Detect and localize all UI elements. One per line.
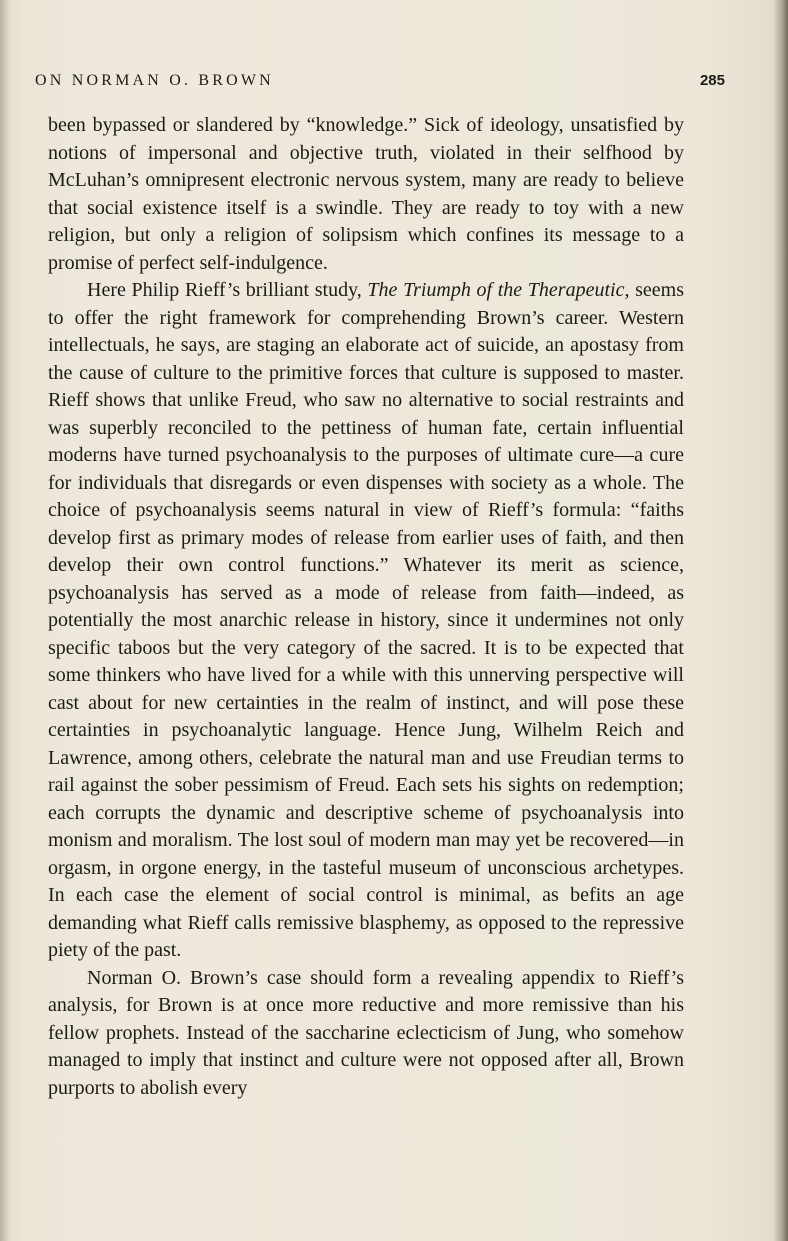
- paragraph-3-text: Norman O. Brown’s case should form a revealing appendix to Rieff’s analysis, for Brown is at once more reductive and more remissive than his fellow prophets. Instead of the saccharine eclecticism of Jung, who somehow managed to imply that instinct and culture were not opposed after all, Brown purports to abolish every: [48, 966, 684, 1099]
- body-text: [48, 112, 684, 1102]
- gutter-shadow: [0, 0, 10, 1241]
- page-header: [35, 72, 725, 96]
- book-title-italic: The Triumph of the Therapeutic: [367, 279, 625, 301]
- running-head: ON NORMAN O. BROWN: [35, 72, 274, 89]
- paragraph-1-text: been bypassed or slandered by “knowledge.” Sick of ideology, unsatisfied by notions of impersonal and objective truth, violated in their selfhood by McLuhan’s omnipresent electronic nervous system, many are ready to believe that social existence itself is a swindle. They are ready to toy with a new religion, but only a religion of solipsism which confines its message to a promise of perfect self-indulgence.: [48, 114, 684, 274]
- paragraph-2-text-start: Here Philip Rieff’s brilliant study,: [87, 279, 368, 301]
- paragraph-2: [48, 277, 684, 965]
- paragraph-3: [48, 965, 684, 1103]
- paragraph-1: [48, 112, 684, 277]
- paragraph-2-text-rest: , seems to offer the right framework for comprehending Brown’s career. Western intellectuals, he says, are staging an elaborate act of suicide, an apostasy from the cause of culture to the primitive forces that culture is supposed to master. Rieff shows that unlike Freud, who saw no alternative to social restraints and was superbly reconciled to the pettiness of human fate, certain influential moderns have turned psychoanalysis to the purposes of ultimate cure—a cure for individuals that disregards or even dispenses with society as a whole. The choice of psychoanalysis seems natural in view of Rieff’s formula: “faiths develop first as primary modes of release from earlier uses of faith, and then develop their own control functions.” Whatever its merit as science, psychoanalysis has served as a mode of release from faith—indeed, as potentially the most anarchic release in history, since it undermines not only specific taboos but the very category of the sacred. It is to be expected that some thinkers who have lived for a while with this unnerving perspective will cast about for new certainties in the realm of instinct, and will pose these certainties in psychoanalytic language. Hence Jung, Wilhelm Reich and Lawrence, among others, celebrate the natural man and use Freudian terms to rail against the sober pessimism of Freud. Each sets his sights on redemption; each corrupts the dynamic and descriptive scheme of psychoanalysis into monism and moralism. The lost soul of modern man may yet be recovered—in orgasm, in orgone energy, in the tasteful museum of unconscious archetypes. In each case the element of social control is minimal, as befits an age demanding what Rieff calls remissive blasphemy, as opposed to the repressive piety of the past.: [48, 279, 684, 961]
- page-number: 285: [699, 72, 725, 89]
- page-edge: [774, 0, 788, 1241]
